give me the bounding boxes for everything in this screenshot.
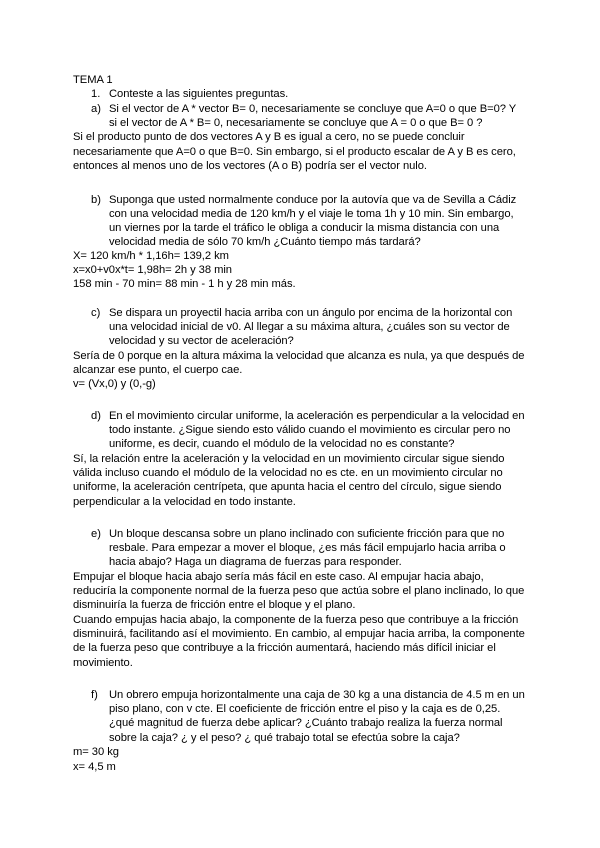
question-a-label: a) [91, 103, 101, 115]
question-d-line: todo instante. ¿Sigue siendo esto válido cuando el movimiento es circular pero no [109, 424, 511, 436]
answer-c-line: v= (Vx,0) y (0,-g) [73, 378, 156, 390]
question-f-label: f) [91, 689, 98, 701]
question-e-label: e) [91, 528, 101, 540]
answer-e-line: movimiento. [73, 657, 133, 669]
answer-d-line: Sí, la relación entre la aceleración y la velocidad en un movimiento circular sigue siendo [73, 453, 505, 465]
question-b-line: velocidad media de sólo 70 km/h ¿Cuánto tiempo más tardará? [109, 236, 421, 248]
answer-e-line: disminuiría la fuerza de fricción entre el bloque y el plano. [73, 599, 356, 611]
answer-b-line: x=x0+v0x*t= 1,98h= 2h y 38 min [73, 264, 232, 276]
answer-d-line: válida incluso cuando el módulo de la velocidad no es cte. en un movimiento circular no [73, 467, 503, 479]
question-f-line: Un obrero empuja horizontalmente una caja de 30 kg a una distancia de 4.5 m en un [109, 689, 525, 701]
intro-number: 1. [91, 88, 101, 100]
question-b-line: un viernes por la tarde el tráfico le obliga a conducir la misma distancia con una [109, 222, 500, 234]
question-a-line: Si el vector de A * vector B= 0, necesariamente se concluye que A=0 o que B=0? Y [109, 103, 517, 115]
question-b-line: Suponga que usted normalmente conduce por la autovía que va de Sevilla a Cádiz [109, 194, 517, 206]
answer-e-line: Empujar el bloque hacia abajo sería más fácil en este caso. Al empujar hacia abajo, [73, 571, 484, 583]
answer-c-line: Sería de 0 porque en la altura máxima la velocidad que alcanza es nula, ya que después de [73, 350, 525, 362]
question-f-line: piso plano, con v cte. El coeficiente de fricción entre el piso y la caja es de 0,25. [109, 703, 501, 715]
answer-a-line: entonces al menos uno de los vectores (A o B) podría ser el vector nulo. [73, 160, 427, 172]
question-e-line: hacia abajo? Haga un diagrama de fuerzas para responder. [109, 556, 402, 568]
question-d-line: En el movimiento circular uniforme, la aceleración es perpendicular a la velocidad en [109, 410, 525, 422]
question-c-label: c) [91, 307, 101, 319]
question-b-label: b) [91, 194, 101, 206]
heading: TEMA 1 [73, 74, 113, 86]
question-d-label: d) [91, 410, 101, 422]
answer-e-line: reduciría la componente normal de la fuerza peso que actúa sobre el plano inclinado, lo que [73, 585, 525, 597]
answer-a-line: Si el producto punto de dos vectores A y B es igual a cero, no se puede concluir [73, 131, 465, 143]
answer-b-line: X= 120 km/h * 1,16h= 139,2 km [73, 250, 229, 262]
question-c-line: Se dispara un proyectil hacia arriba con un ángulo por encima de la horizontal con [109, 307, 513, 319]
question-b-line: con una velocidad media de 120 km/h y el viaje le toma 1h y 10 min. Sin embargo, [109, 208, 514, 220]
answer-a-line: necesariamente que A=0 o que B=0. Sin embargo, si el producto escalar de A y B es cero, [73, 146, 516, 158]
answer-e-line: Cuando empujas hacia abajo, la componente de la fuerza peso que contribuye a la fricción [73, 614, 519, 626]
question-e-line: Un bloque descansa sobre un plano inclinado con suficiente fricción para que no [109, 528, 505, 540]
answer-e-line: disminuirá, facilitando así el movimiento. En cambio, al empujar hacia arriba, la componente [73, 628, 525, 640]
answer-f-line: x= 4,5 m [73, 761, 116, 773]
answer-d-line: perpendicular a la velocidad en todo instante. [73, 496, 296, 508]
question-a-line: si el vector de A * B= 0, necesariamente se concluye que A = 0 o que B= 0 ? [109, 117, 483, 129]
answer-b-line: 158 min - 70 min= 88 min - 1 h y 28 min más. [73, 278, 296, 290]
question-f-line: ¿qué magnitud de fuerza debe aplicar? ¿Cuánto trabajo realiza la fuerza normal [109, 717, 503, 729]
answer-f-line: m= 30 kg [73, 746, 119, 758]
question-d-line: uniforme, es decir, cuando el módulo de la velocidad no es constante? [109, 438, 455, 450]
answer-e-line: de la fuerza peso que contribuye a la fricción aumentará, haciendo más difícil iniciar el [73, 642, 496, 654]
question-c-line: velocidad y su vector de aceleración? [109, 335, 294, 347]
question-c-line: una velocidad inicial de v0. Al llegar a su máxima altura, ¿cuáles son su vector de [109, 321, 510, 333]
answer-d-line: uniforme, la aceleración centrípeta, que apunta hacia el centro del círculo, sigue siendo [73, 481, 502, 493]
question-f-line: sobre la caja? ¿ y el peso? ¿ qué trabajo total se efectúa sobre la caja? [109, 732, 460, 744]
intro-text: Conteste a las siguientes preguntas. [109, 88, 289, 100]
question-e-line: resbale. Para empezar a mover el bloque, ¿es más fácil empujarlo hacia arriba o [109, 542, 506, 554]
answer-c-line: alcanzar ese punto, el cuerpo cae. [73, 364, 243, 376]
